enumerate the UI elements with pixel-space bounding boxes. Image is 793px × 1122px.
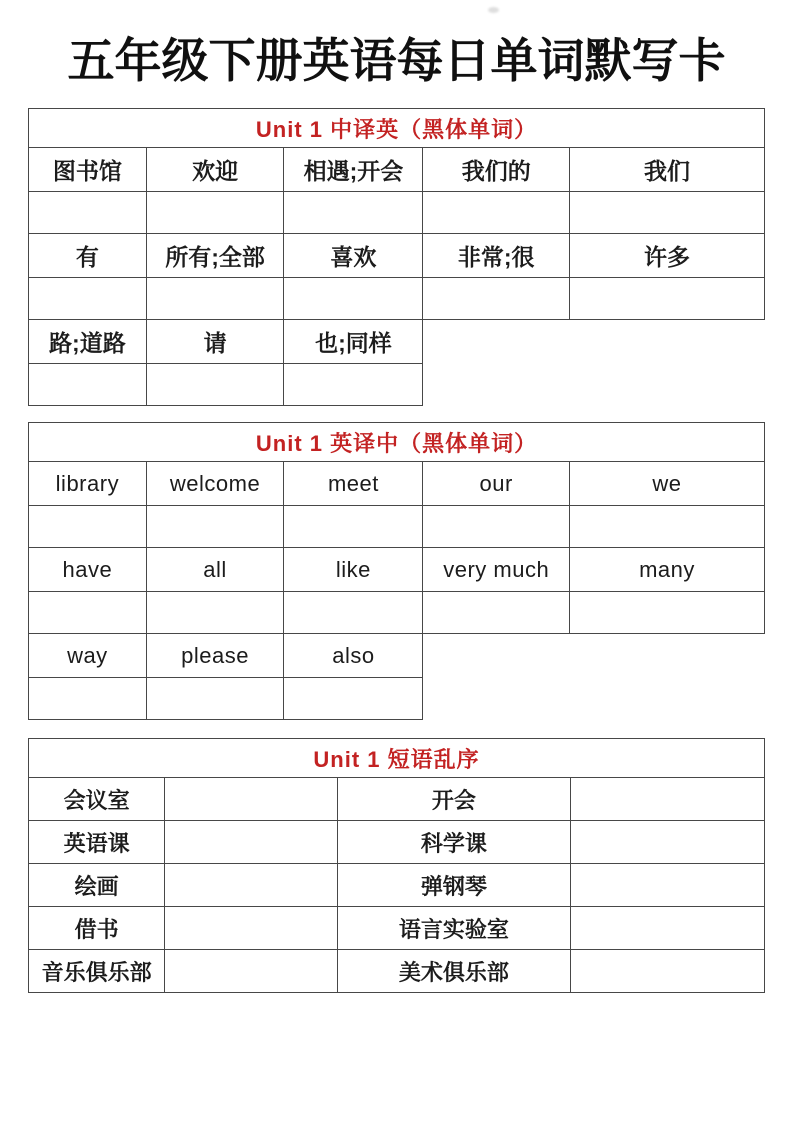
word-cell: 许多 (569, 234, 764, 278)
page-title: 五年级下册英语每日单词默写卡 (67, 34, 726, 87)
answer-cell (29, 506, 147, 548)
answer-cell (423, 592, 569, 634)
phrase-cell: 语言实验室 (338, 907, 571, 950)
phrase-table (28, 738, 765, 993)
table-section-title: Unit 1 中译英（黑体单词） (29, 109, 765, 148)
word-cell: library (29, 462, 147, 506)
scan-artifact-mark (488, 7, 499, 13)
word-cell: way (29, 634, 147, 678)
phrase-cell: 美术俱乐部 (338, 950, 571, 993)
phrase-cell: 英语课 (29, 821, 165, 864)
word-cell: all (146, 548, 284, 592)
word-cell: we (569, 462, 764, 506)
answer-cell (569, 506, 764, 548)
answer-cell (146, 278, 284, 320)
table-phrase-shuffle (28, 738, 765, 993)
word-cell: 欢迎 (146, 148, 284, 192)
answer-cell (29, 364, 147, 406)
answer-cell (570, 778, 764, 821)
word-cell: meet (284, 462, 423, 506)
answer-cell (423, 506, 569, 548)
answer-cell (165, 821, 338, 864)
phrase-cell: 开会 (338, 778, 571, 821)
word-cell: 图书馆 (29, 148, 147, 192)
phrase-cell: 弹钢琴 (338, 864, 571, 907)
word-cell: also (284, 634, 423, 678)
answer-cell (570, 821, 764, 864)
word-cell: 路;道路 (29, 320, 147, 364)
word-cell: 我们的 (423, 148, 569, 192)
answer-cell (165, 907, 338, 950)
table-section-title: Unit 1 英译中（黑体单词） (29, 423, 765, 462)
phrase-cell: 会议室 (29, 778, 165, 821)
answer-cell (146, 364, 284, 406)
dictation-table (28, 422, 765, 720)
answer-cell (165, 864, 338, 907)
phrase-cell: 借书 (29, 907, 165, 950)
answer-cell (423, 192, 569, 234)
phrase-cell: 音乐俱乐部 (29, 950, 165, 993)
answer-cell (570, 864, 764, 907)
answer-cell (146, 592, 284, 634)
word-cell: 我们 (569, 148, 764, 192)
word-cell: please (146, 634, 284, 678)
answer-cell (569, 192, 764, 234)
table-english-to-chinese (28, 422, 765, 720)
word-cell: 请 (146, 320, 284, 364)
word-cell: 喜欢 (284, 234, 423, 278)
dictation-table (28, 108, 765, 406)
answer-cell (165, 778, 338, 821)
answer-cell (423, 278, 569, 320)
answer-cell (146, 192, 284, 234)
answer-cell (569, 278, 764, 320)
answer-cell (29, 592, 147, 634)
answer-cell (284, 278, 423, 320)
answer-cell (284, 592, 423, 634)
word-cell: like (284, 548, 423, 592)
word-cell: have (29, 548, 147, 592)
phrase-cell: 绘画 (29, 864, 165, 907)
answer-cell (29, 678, 147, 720)
word-cell: 也;同样 (284, 320, 423, 364)
word-cell: 非常;很 (423, 234, 569, 278)
word-cell: welcome (146, 462, 284, 506)
answer-cell (569, 592, 764, 634)
phrase-cell: 科学课 (338, 821, 571, 864)
answer-cell (284, 678, 423, 720)
word-cell: 所有;全部 (146, 234, 284, 278)
table-chinese-to-english (28, 108, 765, 406)
word-cell: very much (423, 548, 569, 592)
answer-cell (165, 950, 338, 993)
answer-cell (29, 278, 147, 320)
answer-cell (29, 192, 147, 234)
word-cell: 相遇;开会 (284, 148, 423, 192)
word-cell: 有 (29, 234, 147, 278)
answer-cell (284, 506, 423, 548)
answer-cell (284, 192, 423, 234)
word-cell: many (569, 548, 764, 592)
word-cell: our (423, 462, 569, 506)
answer-cell (146, 506, 284, 548)
answer-cell (146, 678, 284, 720)
answer-cell (284, 364, 423, 406)
answer-cell (570, 950, 764, 993)
table-section-title: Unit 1 短语乱序 (29, 739, 765, 778)
answer-cell (570, 907, 764, 950)
